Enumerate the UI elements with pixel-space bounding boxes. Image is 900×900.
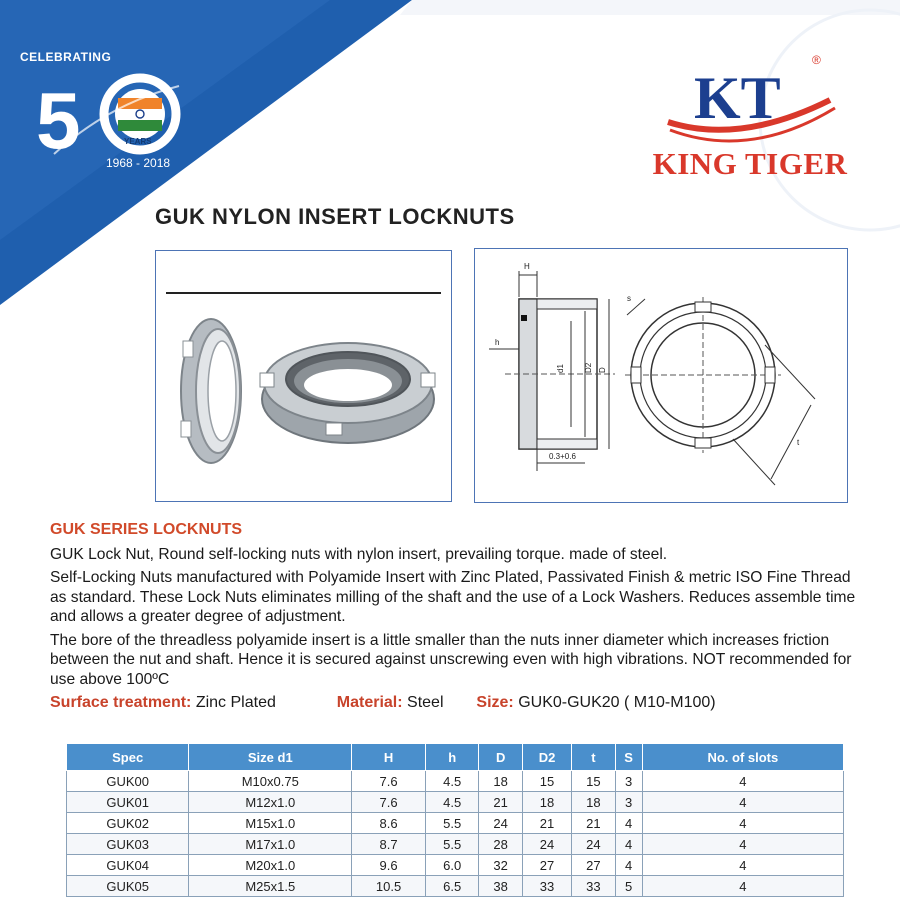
king-tiger-logo	[640, 50, 860, 190]
section-subtitle: GUK SERIES LOCKNUTS	[50, 521, 243, 538]
cell: GUK05	[67, 876, 189, 897]
cell: 15	[572, 771, 615, 792]
product-photo-frame	[155, 250, 452, 502]
cell: 24	[522, 834, 571, 855]
cell: 18	[479, 771, 522, 792]
cell: GUK00	[67, 771, 189, 792]
dim-D2-label: D2	[584, 362, 593, 373]
surface-treatment-value: Zinc Plated	[195, 694, 276, 711]
cell: 4	[642, 771, 843, 792]
cell: 18	[522, 792, 571, 813]
table-row	[67, 834, 844, 855]
locknut-front-image	[260, 343, 435, 443]
cell: M17x1.0	[189, 834, 352, 855]
cell: 18	[572, 792, 615, 813]
description-paragraph-2: Self-Locking Nuts manufactured with Polyamide Insert with Zinc Plated, Passivated Finish & metric ISO Fine Thread as standard. These Lock Nuts eliminates milling of the shaft and the use of a Lock Washers. Reduces assemble time and allows a greater degree of adjustment.	[50, 569, 856, 625]
cell: M20x1.0	[189, 855, 352, 876]
cell: 21	[522, 813, 571, 834]
dim-s-label: s	[627, 294, 631, 303]
cell: 10.5	[352, 876, 426, 897]
tolerance-label: 0.3+0.6	[549, 452, 576, 461]
cell: 5.5	[425, 834, 478, 855]
dim-t-label: t	[797, 438, 800, 447]
svg-text:5: 5	[36, 76, 81, 165]
cell: 4.5	[425, 771, 478, 792]
locknut-side-image	[181, 319, 241, 463]
cell: 27	[572, 855, 615, 876]
cell: 4	[642, 876, 843, 897]
header-S: S	[615, 744, 642, 771]
header-size-d1: Size d1	[189, 744, 352, 771]
cell: GUK04	[67, 855, 189, 876]
surface-treatment-label: Surface treatment:	[50, 694, 192, 711]
header-slots: No. of slots	[642, 744, 843, 771]
cell: 6.5	[425, 876, 478, 897]
cell: 38	[479, 876, 522, 897]
cell: 8.6	[352, 813, 426, 834]
cell: 4	[642, 792, 843, 813]
cell: 32	[479, 855, 522, 876]
size-label: Size:	[476, 694, 514, 711]
cell: M12x1.0	[189, 792, 352, 813]
cell: 33	[522, 876, 571, 897]
celebrating-label: CELEBRATING	[20, 50, 112, 64]
cell: 4	[615, 813, 642, 834]
years-label: YEARS	[124, 137, 152, 146]
table-row	[67, 813, 844, 834]
cell: 28	[479, 834, 522, 855]
page-title: GUK NYLON INSERT LOCKNUTS	[155, 204, 515, 229]
cell: 4	[642, 813, 843, 834]
header-D2: D2	[522, 744, 571, 771]
technical-drawing-frame	[474, 248, 848, 503]
header-t: t	[572, 744, 615, 771]
cell: 8.7	[352, 834, 426, 855]
kt-emblem	[640, 50, 860, 150]
cell: 3	[615, 771, 642, 792]
cell: 4	[642, 834, 843, 855]
header-H: H	[352, 744, 426, 771]
cell: M25x1.5	[189, 876, 352, 897]
cell: 6.0	[425, 855, 478, 876]
table-row	[67, 855, 844, 876]
table-row	[67, 792, 844, 813]
cell: 5	[615, 876, 642, 897]
dim-d1-label: d1	[556, 364, 565, 373]
cell: 7.6	[352, 771, 426, 792]
locknut-photo	[156, 251, 451, 501]
cell: 5.5	[425, 813, 478, 834]
cell: 4	[642, 855, 843, 876]
specification-table	[66, 743, 844, 897]
cell: 4	[615, 834, 642, 855]
cell: GUK01	[67, 792, 189, 813]
description-section	[50, 520, 870, 713]
cell: 27	[522, 855, 571, 876]
table-header-row	[67, 744, 844, 771]
table-row	[67, 876, 844, 897]
cell: 7.6	[352, 792, 426, 813]
dim-h-label: h	[495, 338, 500, 347]
cell: GUK03	[67, 834, 189, 855]
cell: M10x0.75	[189, 771, 352, 792]
brand-name: KING TIGER	[652, 146, 848, 181]
anniversary-badge	[14, 44, 204, 184]
cell: 3	[615, 792, 642, 813]
kt-initials: KT	[694, 65, 781, 131]
spec-summary-line	[50, 693, 870, 713]
description-paragraph-3: The bore of the threadless polyamide insert is a little smaller than the nuts inner diameter which increases friction between the nut and shaft. Hence it is secured against unscrewing even with high vibrations. NOT recommended for use above 100ºC	[50, 631, 852, 688]
cell: 15	[522, 771, 571, 792]
dim-D-label: D	[598, 367, 607, 373]
header-h: h	[425, 744, 478, 771]
table-row	[67, 771, 844, 792]
header-D: D	[479, 744, 522, 771]
header-spec: Spec	[67, 744, 189, 771]
material-label: Material:	[336, 694, 403, 711]
cell: 9.6	[352, 855, 426, 876]
cell: 24	[572, 834, 615, 855]
years-range: 1968 - 2018	[106, 156, 171, 170]
size-value: GUK0-GUK20 ( M10-M100)	[518, 694, 716, 711]
material-value: Steel	[407, 694, 444, 711]
registered-mark: ®	[812, 53, 821, 67]
cell: 21	[479, 792, 522, 813]
cell: 21	[572, 813, 615, 834]
cell: GUK02	[67, 813, 189, 834]
locknut-drawing	[475, 249, 847, 502]
description-paragraph-1: GUK Lock Nut, Round self-locking nuts with nylon insert, prevailing torque. made of steel.	[50, 545, 668, 563]
cell: 4	[615, 855, 642, 876]
cell: M15x1.0	[189, 813, 352, 834]
cell: 4.5	[425, 792, 478, 813]
cell: 33	[572, 876, 615, 897]
cell: 24	[479, 813, 522, 834]
dim-H-label: H	[524, 262, 530, 271]
